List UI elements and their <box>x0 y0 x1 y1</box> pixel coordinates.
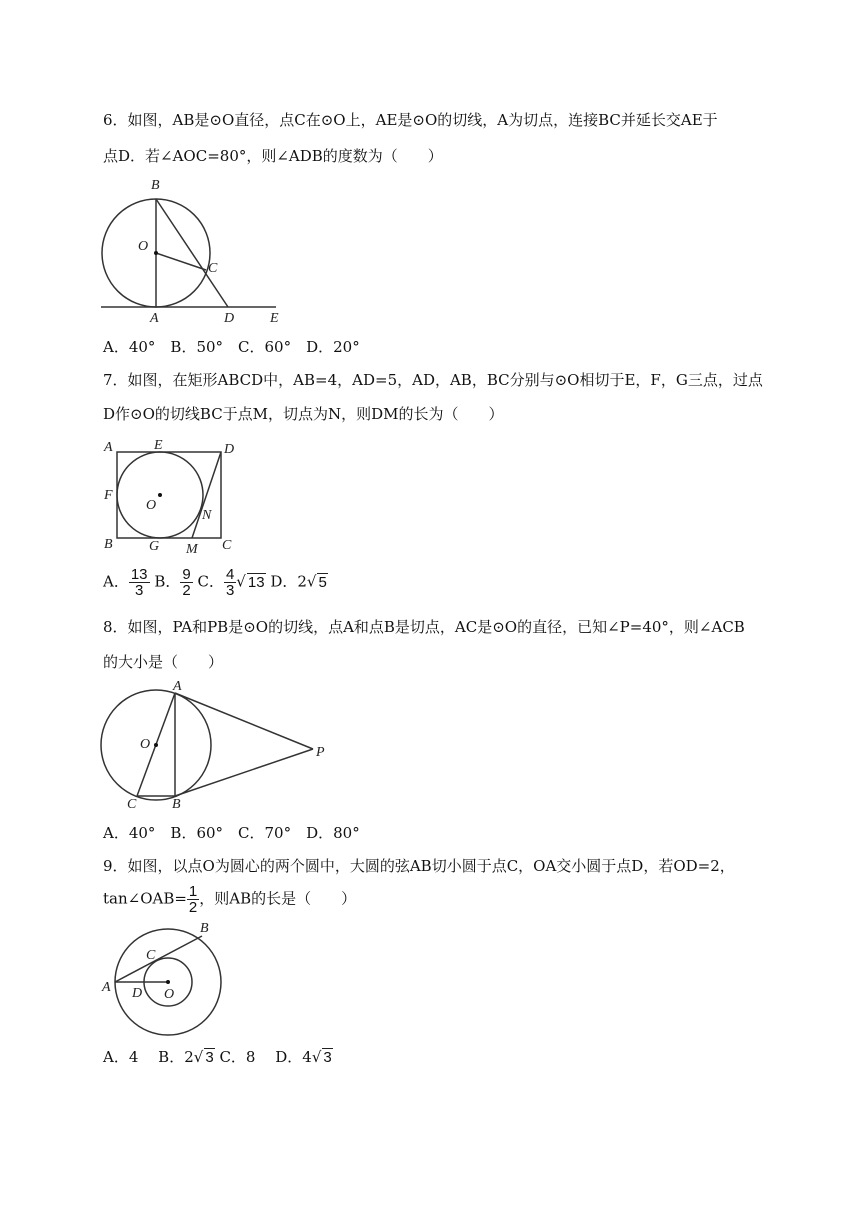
q8-figure <box>96 676 336 811</box>
q9-label-b: B <box>200 921 209 936</box>
q8-label-o: O <box>140 737 151 752</box>
q7-option-b-label: B． <box>154 572 181 591</box>
q7-option-c-radicand: 13 <box>247 573 265 591</box>
q6-figure <box>98 175 308 325</box>
q6-label-c: C <box>208 261 218 276</box>
q7-option-c-fraction: $\frac{4}{3}$ <box>225 566 235 599</box>
q9-figure <box>98 918 238 1043</box>
q9-label-d: D <box>132 986 143 1001</box>
q9-chord-ab <box>115 936 202 982</box>
q7-label-e: E <box>154 438 163 453</box>
q8-label-b: B <box>172 797 181 812</box>
q9-center-dot <box>166 980 170 984</box>
q9-options: A．4 B．2√ 3 C．8 D．4√ 3 <box>103 1048 332 1066</box>
q9-label-o: O <box>164 987 175 1002</box>
q6-text-line1: 6．如图，AB是⊙O直径，点C在⊙O上，AE是⊙O的切线，A为切点，连接BC并延长交AE于 <box>103 111 718 129</box>
q7-figure <box>100 435 250 557</box>
q7-tangent-dm <box>192 452 221 538</box>
q6-label-e: E <box>270 311 279 326</box>
q7-option-d-label: D．2 <box>270 572 307 591</box>
q9-option-d-label: D．4 <box>275 1048 312 1066</box>
q8-label-p: P <box>316 745 325 760</box>
q6-label-o: O <box>138 239 149 254</box>
q9-label-a: A <box>102 980 111 995</box>
q7-label-g: G <box>149 539 160 554</box>
q9-tan-suffix: ，则AB的长是（ ） <box>199 889 357 908</box>
q8-label-a: A <box>173 679 182 694</box>
q7-text-line1: 7．如图，在矩形ABCD中，AB=4，AD=5，AD，AB，BC分别与⊙O相切于E，F，G三点，过点 <box>103 371 763 389</box>
q9-text-line2 <box>103 884 356 915</box>
q7-option-c-label: C． <box>197 572 224 591</box>
q6-text-line2: 点D．若∠AOC=80°，则∠ADB的度数为（ ） <box>103 147 443 165</box>
q7-options: A． $\frac{13}{3}$ B． $\frac{9}{2}$ C． $\frac{4}{3}$ √ 13 D．2√ 5 <box>103 566 327 599</box>
q9-option-a: A．4 <box>103 1048 154 1066</box>
q9-text-line1: 9．如图，以点O为圆心的两个圆中，大圆的弦AB切小圆于点C，OA交小圆于点D，若OD=2， <box>103 857 735 875</box>
q8-tangent-pb <box>175 749 313 796</box>
q7-option-b-fraction: $\frac{9}{2}$ <box>182 566 191 599</box>
q8-tangent-pa <box>175 693 313 749</box>
q9-tan-prefix: tan∠OAB= <box>103 889 187 908</box>
q6-label-b: B <box>151 178 160 193</box>
q7-label-a: A <box>104 440 113 455</box>
q8-center-dot <box>154 743 158 747</box>
q8-label-c: C <box>127 797 137 812</box>
q7-label-f: F <box>104 488 113 503</box>
q7-label-d: D <box>224 442 235 457</box>
q9-label-c: C <box>146 948 156 963</box>
q7-rectangle <box>117 452 221 538</box>
q6-label-d: D <box>224 311 235 326</box>
q7-center-dot <box>158 493 162 497</box>
q6-options: A．40° B．50° C．60° D．20° <box>103 338 360 356</box>
q8-text-line2: 的大小是（ ） <box>103 653 224 671</box>
q8-text-line1: 8．如图，PA和PB是⊙O的切线，点A和点B是切点，AC是⊙O的直径，已知∠P=40°，则∠ACB <box>103 618 745 636</box>
q9-option-c: C．8 <box>219 1048 271 1066</box>
q7-label-o: O <box>146 498 157 513</box>
q6-center-dot <box>154 251 158 255</box>
q7-label-m: M <box>186 542 198 557</box>
q7-label-c: C <box>222 538 232 553</box>
q8-options: A．40° B．60° C．70° D．80° <box>103 824 360 842</box>
q9-option-b-radicand: 3 <box>205 1049 214 1066</box>
q6-line-bd <box>156 199 228 307</box>
q7-label-n: N <box>202 508 212 523</box>
q9-tan-fraction: $\frac{1}{2}$ <box>188 883 198 916</box>
q7-text-line2: D作⊙O的切线BC于点M，切点为N，则DM的长为（ ） <box>103 405 504 423</box>
q7-option-a-label: A． <box>103 572 129 591</box>
q7-option-d-radicand: 5 <box>318 573 327 591</box>
q7-label-b: B <box>104 537 113 552</box>
q9-option-d-radicand: 3 <box>323 1049 332 1066</box>
q6-label-a: A <box>150 311 159 326</box>
q7-option-a-fraction: $\frac{13}{3}$ <box>130 566 148 599</box>
q9-option-b-label: B．2 <box>158 1048 194 1066</box>
